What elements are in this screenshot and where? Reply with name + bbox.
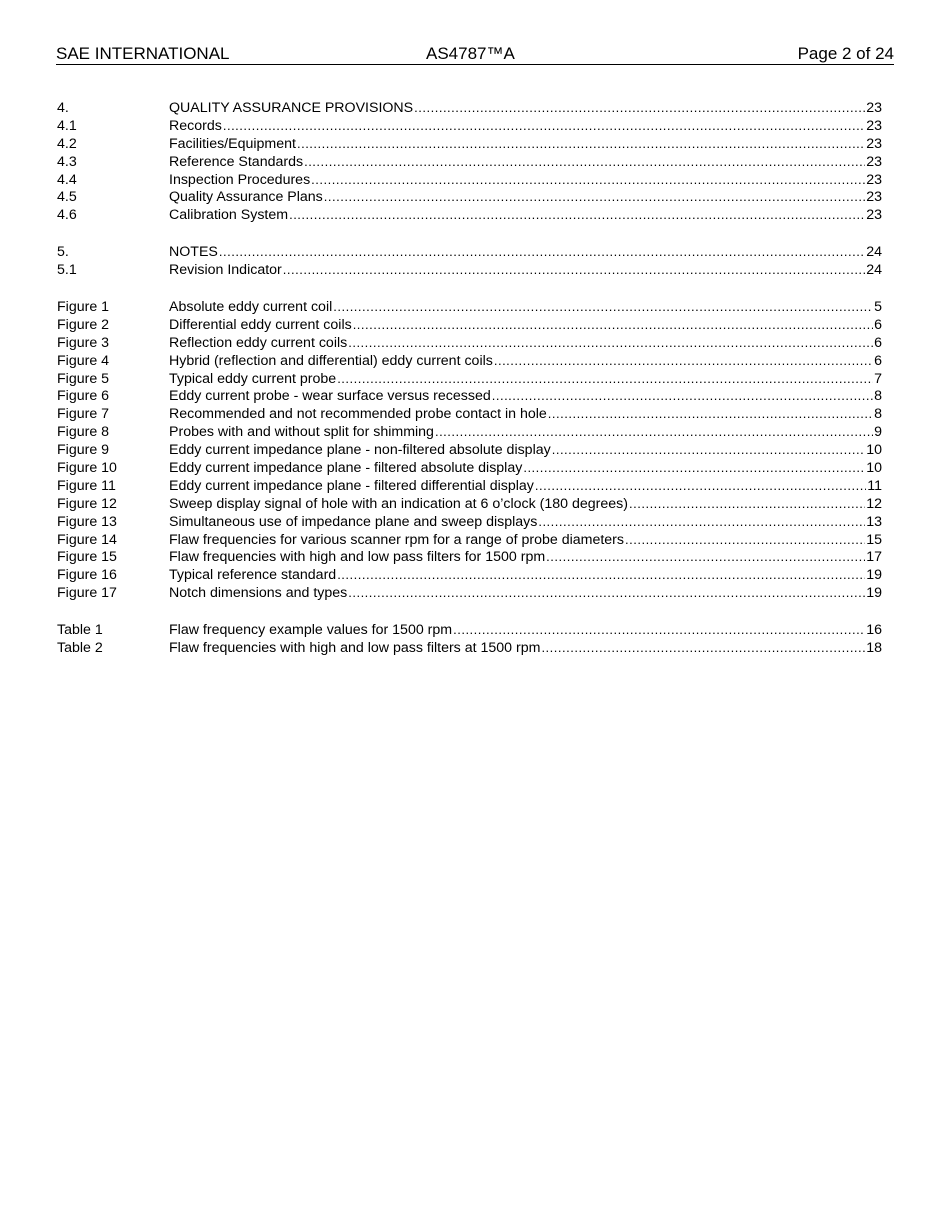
toc-dot-leader [629, 495, 865, 513]
toc-dot-leader [541, 639, 865, 657]
toc-entry[interactable] [57, 316, 882, 334]
toc-entry-title: Records [169, 117, 222, 134]
toc-entry-number: 4.4 [57, 171, 77, 188]
toc-entry-page: 23 [866, 100, 882, 116]
toc-entry-number: Figure 12 [57, 495, 117, 512]
toc-entry-number: Figure 6 [57, 388, 110, 405]
toc-dot-leader [304, 153, 865, 171]
toc-entry-number: 4.1 [57, 117, 77, 134]
toc-entry-title: Revision Indicator [169, 262, 282, 279]
toc-entry[interactable] [57, 117, 882, 135]
toc-entry[interactable] [57, 584, 882, 602]
toc-entry-page: 7 [874, 370, 882, 387]
toc-entry-number: Figure 3 [57, 334, 110, 351]
toc-entry[interactable] [57, 188, 882, 206]
toc-dot-leader [492, 387, 873, 405]
toc-entry-title: Hybrid (reflection and differential) eddy current coils [169, 352, 493, 369]
toc-dot-leader [453, 621, 865, 639]
toc-entry-title: Eddy current probe - wear surface versus recessed [169, 388, 491, 405]
toc-entry-page: 19 [866, 567, 882, 584]
toc-entry[interactable] [57, 298, 882, 316]
toc-group-sections [57, 99, 882, 224]
toc-entry[interactable] [57, 477, 882, 495]
toc-dot-leader [538, 513, 865, 531]
toc-entry-number: Figure 7 [57, 406, 110, 423]
toc-entry-title: Probes with and without split for shimming [169, 424, 434, 441]
toc-entry-number: Figure 13 [57, 513, 117, 530]
toc-group-figures [57, 298, 882, 602]
toc-entry-page: 23 [866, 135, 882, 152]
toc-entry-title: Reference Standards [169, 153, 304, 170]
toc-entry-title: Sweep display signal of hole with an indication at 6 o’clock (180 degrees) [169, 495, 629, 512]
toc-entry-page: 6 [874, 334, 882, 351]
toc-dot-leader [333, 298, 873, 316]
toc-entry[interactable] [57, 352, 882, 370]
toc-entry-number: Figure 10 [57, 460, 117, 477]
header-document-number: AS4787™A [426, 44, 515, 63]
toc-entry-number: Figure 17 [57, 585, 117, 602]
toc-dot-leader [494, 352, 873, 370]
toc-entry[interactable] [57, 243, 882, 261]
page-header [56, 44, 894, 65]
toc-entry-title: Simultaneous use of impedance plane and sweep displays [169, 513, 538, 530]
toc-entry-number: Figure 4 [57, 352, 110, 369]
toc-dot-leader [348, 584, 865, 602]
toc-entry[interactable] [57, 387, 882, 405]
toc-entry[interactable] [57, 261, 882, 279]
toc-entry-number: 4. [57, 100, 69, 116]
toc-entry-page: 23 [866, 171, 882, 188]
toc-dot-leader [625, 531, 865, 549]
toc-entry-page: 24 [866, 244, 882, 261]
toc-entry-number: Figure 15 [57, 549, 117, 566]
toc-entry-page: 24 [866, 262, 882, 279]
toc-entry-page: 13 [866, 513, 882, 530]
toc-entry-title: Calibration System [169, 207, 289, 224]
toc-entry-page: 23 [866, 207, 882, 224]
toc-entry-page: 12 [866, 495, 882, 512]
toc-entry-title: Flaw frequency example values for 1500 rpm [169, 622, 453, 639]
toc-entry-page: 6 [874, 352, 882, 369]
toc-entry[interactable] [57, 206, 882, 224]
toc-dot-leader [435, 423, 873, 441]
toc-dot-leader [324, 188, 865, 206]
toc-entry-title: Notch dimensions and types [169, 585, 348, 602]
toc-entry-title: Eddy current impedance plane - non-filtered absolute display [169, 442, 551, 459]
toc-entry-number: 4.5 [57, 189, 77, 206]
toc-entry-page: 17 [866, 549, 882, 566]
toc-entry[interactable] [57, 135, 882, 153]
toc-entry[interactable] [57, 621, 882, 639]
toc-entry-title: QUALITY ASSURANCE PROVISIONS [169, 100, 414, 116]
toc-dot-leader [353, 316, 873, 334]
toc-entry-number: 5. [57, 244, 69, 261]
toc-entry-title: Flaw frequencies for various scanner rpm for a range of probe diameters [169, 531, 625, 548]
toc-entry-title: Eddy current impedance plane - filtered absolute display [169, 460, 523, 477]
toc-entry-title: Absolute eddy current coil [169, 299, 333, 316]
toc-entry-number: Figure 14 [57, 531, 117, 548]
header-organization: SAE INTERNATIONAL [56, 44, 230, 63]
toc-entry[interactable] [57, 171, 882, 189]
toc-entry-page: 9 [874, 424, 882, 441]
toc-dot-leader [552, 441, 866, 459]
toc-group-tables [57, 621, 882, 657]
toc-entry[interactable] [57, 548, 882, 566]
toc-entry-page: 15 [866, 531, 882, 548]
toc-dot-leader [523, 459, 865, 477]
table-of-contents [57, 99, 882, 676]
toc-entry[interactable] [57, 423, 882, 441]
toc-entry-page: 23 [866, 189, 882, 206]
toc-entry-number: 4.2 [57, 135, 77, 152]
toc-group-notes [57, 243, 882, 279]
toc-entry-number: Figure 5 [57, 370, 110, 387]
toc-entry-title: Reflection eddy current coils [169, 334, 348, 351]
toc-entry-page: 8 [874, 406, 882, 423]
toc-dot-leader [414, 99, 865, 117]
toc-dot-leader [348, 334, 873, 352]
toc-entry-page: 23 [866, 117, 882, 134]
toc-entry-title: Facilities/Equipment [169, 135, 296, 152]
toc-entry[interactable] [57, 459, 882, 477]
toc-entry-page: 23 [866, 153, 882, 170]
toc-entry[interactable] [57, 405, 882, 423]
toc-entry-number: Table 2 [57, 640, 103, 657]
toc-entry-title: NOTES [169, 244, 218, 261]
toc-dot-leader [297, 135, 865, 153]
toc-dot-leader [546, 548, 865, 566]
toc-entry-title: Eddy current impedance plane - filtered differential display [169, 477, 534, 494]
toc-entry-page: 5 [874, 299, 882, 316]
toc-entry-number: Table 1 [57, 622, 103, 639]
toc-entry-title: Flaw frequencies with high and low pass filters at 1500 rpm [169, 640, 541, 657]
toc-entry-page: 18 [866, 640, 882, 657]
toc-entry-number: 4.3 [57, 153, 77, 170]
toc-entry-number: Figure 8 [57, 424, 110, 441]
toc-dot-leader [283, 261, 865, 279]
toc-entry[interactable] [57, 566, 882, 584]
toc-entry[interactable] [57, 513, 882, 531]
toc-entry-page: 10 [866, 460, 882, 477]
toc-dot-leader [337, 370, 873, 388]
toc-dot-leader [219, 243, 865, 261]
toc-entry[interactable] [57, 99, 882, 117]
toc-entry-page: 10 [866, 442, 882, 459]
toc-entry-page: 11 [867, 477, 882, 494]
toc-entry-number: 5.1 [57, 262, 77, 279]
header-page-number: Page 2 of 24 [797, 44, 894, 63]
toc-entry-title: Typical eddy current probe [169, 370, 337, 387]
toc-entry-title: Typical reference standard [169, 567, 337, 584]
toc-dot-leader [535, 477, 866, 495]
toc-entry[interactable] [57, 334, 882, 352]
toc-entry-title: Quality Assurance Plans [169, 189, 323, 206]
toc-entry-number: Figure 16 [57, 567, 117, 584]
toc-entry-number: 4.6 [57, 207, 77, 224]
toc-dot-leader [311, 171, 865, 189]
toc-dot-leader [223, 117, 865, 135]
toc-entry[interactable] [57, 639, 882, 657]
toc-entry-page: 6 [874, 316, 882, 333]
toc-dot-leader [337, 566, 865, 584]
toc-entry-number: Figure 1 [57, 299, 110, 316]
toc-entry-page: 19 [866, 585, 882, 602]
toc-dot-leader [289, 206, 865, 224]
toc-entry[interactable] [57, 441, 882, 459]
toc-entry-page: 8 [874, 388, 882, 405]
toc-entry-page: 16 [866, 622, 882, 639]
toc-entry-number: Figure 2 [57, 316, 110, 333]
toc-dot-leader [548, 405, 873, 423]
toc-entry-title: Differential eddy current coils [169, 316, 352, 333]
toc-entry-title: Flaw frequencies with high and low pass filters for 1500 rpm [169, 549, 546, 566]
toc-entry[interactable] [57, 370, 882, 388]
toc-entry[interactable] [57, 495, 882, 513]
toc-entry-number: Figure 11 [57, 477, 116, 494]
toc-entry[interactable] [57, 531, 882, 549]
toc-entry-number: Figure 9 [57, 442, 110, 459]
toc-entry[interactable] [57, 153, 882, 171]
toc-entry-title: Recommended and not recommended probe contact in hole [169, 406, 547, 423]
toc-entry-title: Inspection Procedures [169, 171, 311, 188]
